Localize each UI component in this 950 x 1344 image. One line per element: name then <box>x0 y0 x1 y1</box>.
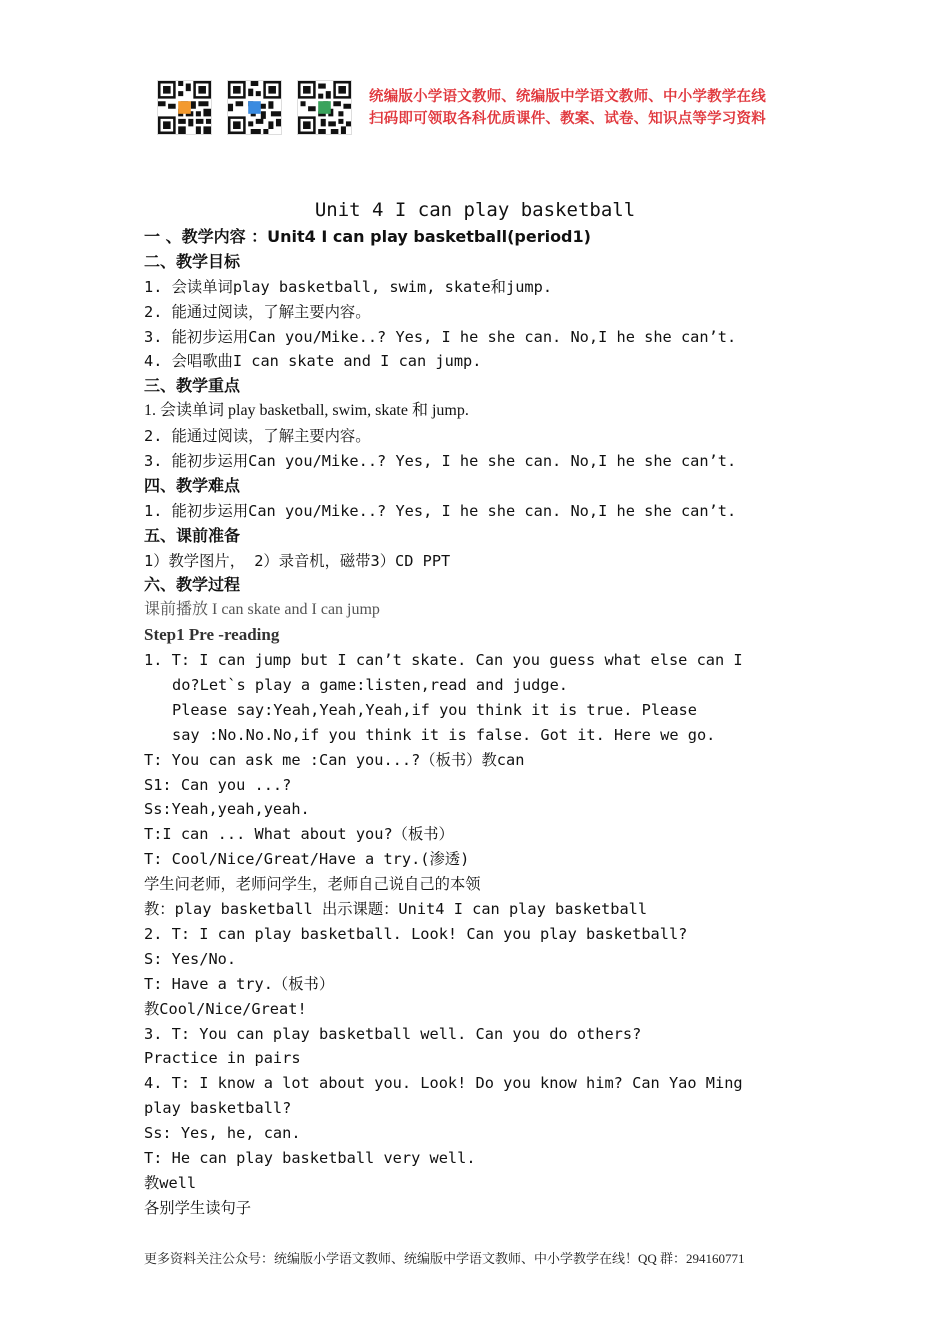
text-line: Ss:Yeah,yeah,yeah. <box>144 800 310 819</box>
text-line: 1. T: I can jump but I can’t skate. Can you guess what else can I <box>144 651 743 670</box>
page-title: Unit 4 I can play basketball <box>314 199 636 221</box>
text-line: say :No.No.No,if you think it is false. Got it. Here we go. <box>172 725 716 744</box>
text-line: 2. T: I can play basketball. Look! Can you play basketball? <box>144 924 688 943</box>
text-line: S: Yes/No. <box>144 949 237 968</box>
text-line: Ss: Yes, he, can. <box>144 1124 301 1143</box>
footer-note: 更多资料关注公众号：统编版小学语文教师、统编版中学语文教师、中小学教学在线！QQ 群：294160771 <box>144 1251 745 1266</box>
text-line: T: Cool/Nice/Great/Have a try.(渗透) <box>144 850 470 869</box>
section-heading: 一 、教学内容 ：Unit4 I can play basketball(period1) <box>144 227 591 246</box>
qr-code-3[interactable] <box>297 80 352 135</box>
qr-code-2[interactable] <box>227 80 282 135</box>
text-line: 4. 会唱歌曲I can skate and I can jump. <box>144 352 482 371</box>
section-heading: 三、教学重点 <box>144 376 241 396</box>
text-line: 教well <box>144 1173 197 1192</box>
text-line: 教：play basketball 出示课题：Unit4 I can play basketball <box>144 900 648 919</box>
section-heading: 二、教学目标 <box>144 251 241 271</box>
text-line: 学生问老师，老师问学生，老师自己说自己的本领 <box>144 875 481 894</box>
text-line: 2. 能通过阅读，了解主要内容。 <box>144 302 371 321</box>
text-line: 1. 能初步运用Can you/Mike..? Yes, I he she can. No,I he she can’t. <box>144 501 737 520</box>
qr-code-1[interactable] <box>157 80 212 135</box>
text-line: 1. 会读单词 play basketball, swim, skate 和 jump. <box>144 402 469 420</box>
text-line: 1）教学图片， 2）录音机，磁带3）CD PPT <box>144 551 451 570</box>
text-line: 3. T: You can play basketball well. Can you do others? <box>144 1024 642 1043</box>
section-heading: 五、课前准备 <box>144 525 241 545</box>
step-heading: Step1 Pre -reading <box>144 625 280 645</box>
text-line: 1. 会读单词play basketball, swim, skate和jump. <box>144 277 553 296</box>
text-line: 课前播放 I can skate and I can jump <box>144 601 380 619</box>
text-line: 各别学生读句子 <box>144 1198 252 1217</box>
section-heading: 四、教学难点 <box>144 475 241 495</box>
banner-line-1: 统编版小学语文教师、统编版中学语文教师、中小学教学在线 <box>369 89 766 105</box>
text-line: 4. T: I know a lot about you. Look! Do you know him? Can Yao Ming <box>144 1074 743 1093</box>
text-line: Please say:Yeah,Yeah,Yeah,if you think it is true. Please <box>172 700 697 719</box>
text-line: 2. 能通过阅读，了解主要内容。 <box>144 427 371 446</box>
text-line: 3. 能初步运用Can you/Mike..? Yes, I he she can. No,I he she can’t. <box>144 327 737 346</box>
section-heading: 六、教学过程 <box>144 575 241 595</box>
document-body <box>144 225 804 1221</box>
text-line: T: He can play basketball very well. <box>144 1148 476 1167</box>
promo-banner <box>369 86 766 130</box>
text-line: T: Have a try.（板书） <box>144 974 335 993</box>
text-line: 教Cool/Nice/Great! <box>144 999 307 1018</box>
text-line: T: You can ask me :Can you...?（板书）教can <box>144 750 525 769</box>
text-line: Practice in pairs <box>144 1049 301 1068</box>
text-line: play basketball? <box>144 1099 292 1118</box>
qr-code-group <box>157 80 352 135</box>
banner-line-2: 扫码即可领取各科优质课件、教案、试卷、知识点等学习资料 <box>369 111 766 127</box>
text-line: do?Let`s play a game:listen,read and judge. <box>172 676 569 695</box>
text-line: 3. 能初步运用Can you/Mike..? Yes, I he she can. No,I he she can’t. <box>144 452 737 471</box>
text-line: T:I can ... What about you?（板书） <box>144 825 454 844</box>
text-line: S1: Can you ...? <box>144 775 292 794</box>
